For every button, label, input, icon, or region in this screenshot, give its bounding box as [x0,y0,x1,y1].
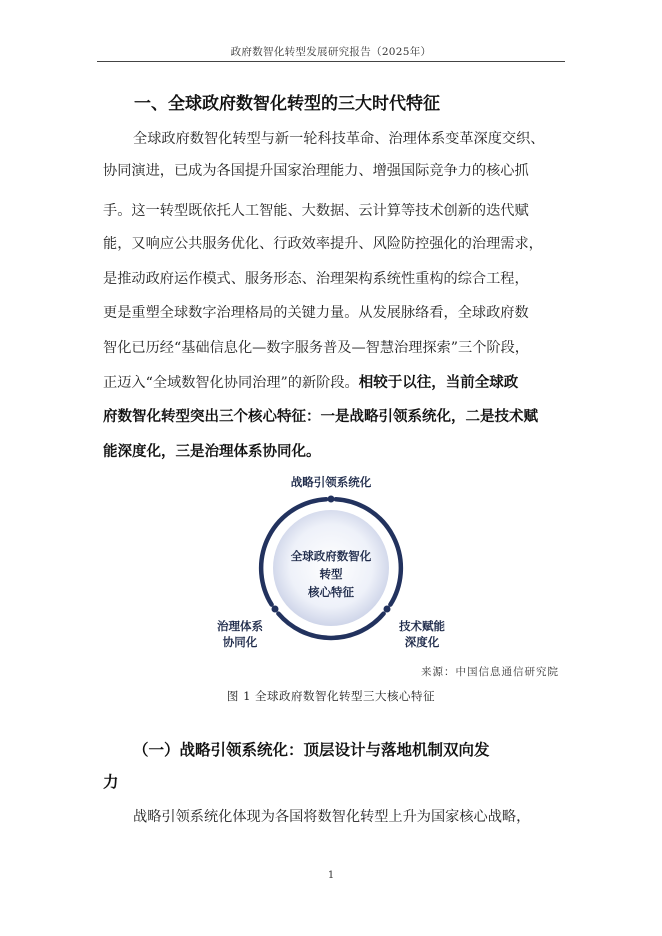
paragraph-line [103,371,518,392]
paragraph-line: 智化已历经“基础信息化—数字服务普及—智慧治理探索”三个阶段， [103,340,529,356]
page-number: 1 [327,870,335,881]
figure-source: 来源：中国信息通信研究院 [421,666,559,678]
label-line: 协同化 [222,635,258,649]
paragraph-line: 全球政府数智化转型与新一轮科技革命、治理体系变革深度交织、 [133,131,545,147]
paragraph-line-normal: 正迈入“全域数智化协同治理”的新阶段。 [103,375,359,391]
paragraph-line: 能，又响应公共服务优化、行政效率提升、风险防控强化的治理需求， [103,236,543,252]
paragraph-line-bold: 相较于以往，当前全球政 [358,375,519,391]
center-label-line1: 全球政府数智化 [290,549,372,563]
label-governance-coordination [204,618,276,650]
running-header: 政府数智化转型发展研究报告（2025年） [230,46,432,58]
label-technology-empowerment [386,618,458,650]
ring-node-left [272,606,279,613]
paragraph-line-bold: 府数智化转型突出三个核心特征：一是战略引领系统化，二是技术赋 [103,409,538,425]
ring-node-right [384,606,391,613]
ring-node-top [328,496,335,503]
section-heading: 一、全球政府数智化转型的三大时代特征 [134,94,440,114]
figure-caption: 图 1 全球政府数智化转型三大核心特征 [226,689,436,703]
subsection-heading-line2: 力 [103,773,119,791]
paragraph-line: 更是重塑全球数字治理格局的关键力量。从发展脉络看，全球政府数 [103,305,529,321]
core-features-diagram [196,474,466,654]
paragraph-line: 战略引领系统化体现为各国将数智化转型上升为国家核心战略， [133,809,531,825]
paragraph-line: 协同演进，已成为各国提升国家治理能力、增强国际竞争力的核心抓 [103,163,529,179]
subsection-heading-line1: （一）战略引领系统化：顶层设计与落地机制双向发 [133,741,490,759]
center-label-line2: 转型 [319,567,343,581]
header-rule [97,61,565,62]
paragraph-line: 是推动政府运作模式、服务形态、治理架构系统性重构的综合工程， [103,271,529,287]
label-strategy-systematization: 战略引领系统化 [290,475,372,489]
label-line: 治理体系 [217,619,263,633]
label-line: 深度化 [404,635,440,649]
paragraph-line-bold: 能深度化，三是治理体系协同化。 [103,444,321,460]
center-label-line3: 核心特征 [308,585,354,599]
label-line: 技术赋能 [399,619,445,633]
paragraph-line: 手。这一转型既依托人工智能、大数据、云计算等技术创新的迭代赋 [103,203,529,219]
